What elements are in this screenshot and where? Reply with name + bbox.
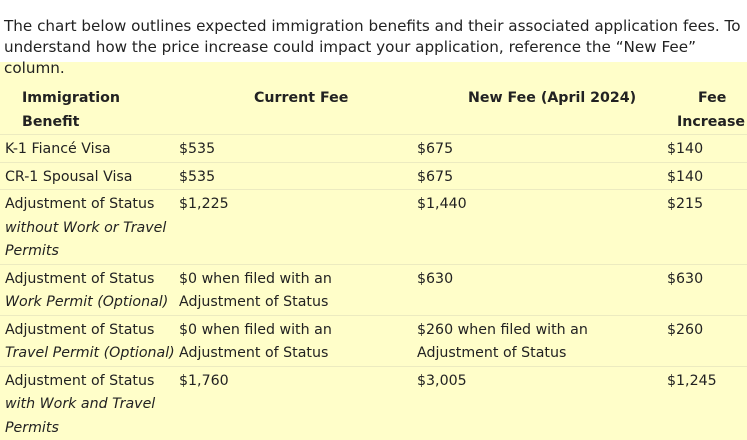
row-benefit-subtitle: without Work or Travel Permits <box>5 219 167 259</box>
row-new-fee: $3,005 <box>417 366 667 440</box>
header-current-fee: Current Fee <box>254 90 349 106</box>
row-current-fee: $1,760 <box>179 366 417 440</box>
row-benefit-subtitle: Travel Permit (Optional) <box>5 345 175 361</box>
row-current-fee: $0 when filed with an Adjustment of Status <box>179 315 417 366</box>
row-benefit-subtitle: Work Permit (Optional) <box>5 294 169 310</box>
table-row <box>0 162 747 190</box>
table-row <box>0 315 747 366</box>
table-row <box>0 264 747 315</box>
row-new-fee: $675 <box>417 162 667 190</box>
row-fee-increase: $630 <box>667 264 747 315</box>
row-current-fee: $535 <box>179 162 417 190</box>
table-header-row <box>0 79 747 135</box>
row-benefit-subtitle: with Work and Travel Permits <box>5 396 156 436</box>
row-fee-increase: $215 <box>667 190 747 265</box>
row-fee-increase: $140 <box>667 162 747 190</box>
row-new-fee: $630 <box>417 264 667 315</box>
row-new-fee: $1,440 <box>417 190 667 265</box>
fee-table <box>0 79 747 440</box>
row-current-fee: $0 when filed with an Adjustment of Status <box>179 264 417 315</box>
row-current-fee: $1,225 <box>179 190 417 265</box>
intro-section <box>0 0 747 79</box>
header-new-fee: New Fee (April 2024) <box>468 90 637 106</box>
row-benefit-name: CR-1 Spousal Visa <box>5 168 133 185</box>
table-row <box>0 366 747 440</box>
row-fee-increase: $260 <box>667 315 747 366</box>
row-new-fee: $675 <box>417 135 667 163</box>
table-row <box>0 190 747 265</box>
header-fee-increase-line2: Increase <box>677 114 746 130</box>
intro-paragraph: The chart below outlines expected immigration benefits and their associated application fees. To understand how the price increase could impact your application, reference the “New Fee” column. <box>0 0 747 62</box>
row-fee-increase: $1,245 <box>667 366 747 440</box>
row-benefit-name: K-1 Fiancé Visa <box>5 141 111 157</box>
row-current-fee: $535 <box>179 135 417 163</box>
row-benefit-name: Adjustment of Status <box>5 196 155 212</box>
header-fee-increase <box>667 79 747 135</box>
header-fee-increase-line1: Fee <box>698 90 727 106</box>
row-benefit-name: Adjustment of Status <box>5 270 155 287</box>
header-benefit: Immigration Benefit <box>22 90 120 130</box>
row-benefit-name: Adjustment of Status <box>5 372 155 389</box>
table-row <box>0 135 747 163</box>
row-new-fee: $260 when filed with an Adjustment of Status <box>417 315 667 366</box>
row-fee-increase: $140 <box>667 135 747 163</box>
row-benefit-name: Adjustment of Status <box>5 321 155 338</box>
